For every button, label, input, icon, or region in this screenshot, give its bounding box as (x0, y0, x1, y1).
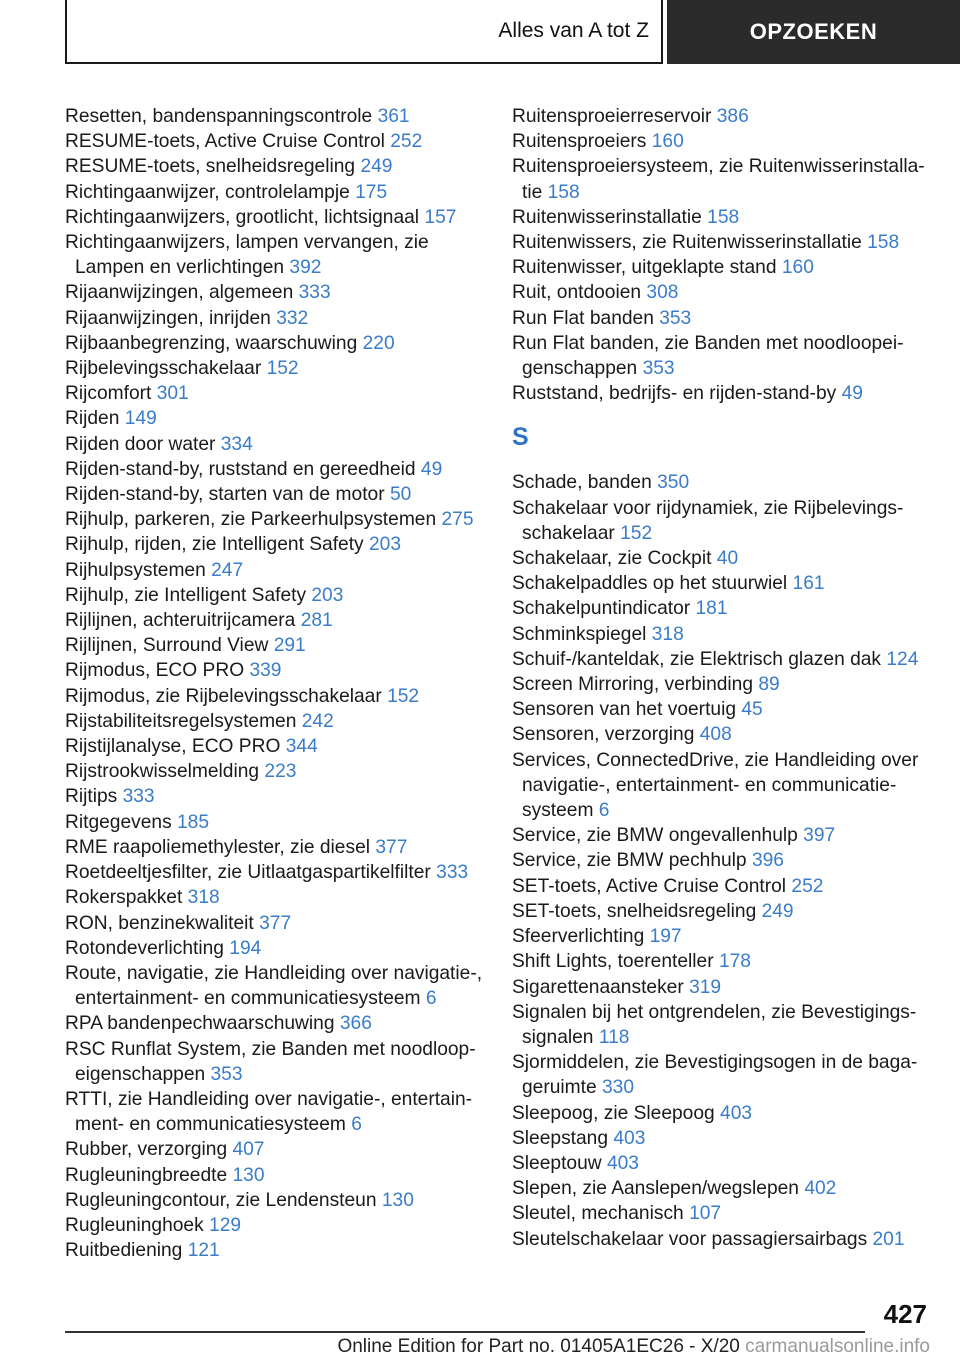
page-link[interactable]: 333 (298, 282, 331, 304)
index-entry (65, 885, 485, 910)
entry-text: Sensoren, verzorging (512, 724, 695, 746)
entry-text: Ruitenwisser, uitgeklapte stand (512, 257, 777, 279)
index-entry (512, 280, 932, 305)
index-entry (512, 647, 932, 672)
entry-text: Schuif-/kanteldak, zie Elektrisch glazen dak (512, 648, 882, 670)
entry-text: Sleepoog, zie Sleepoog (512, 1102, 715, 1124)
footer (337, 1336, 930, 1358)
entry-text: Rijstrookwisselmelding (65, 761, 260, 783)
index-entry (65, 1163, 485, 1188)
page-link[interactable]: 49 (420, 458, 443, 480)
index-column-left (65, 104, 485, 1263)
entry-text: Rijmodus, zie Rijbelevingsschakelaar (65, 685, 382, 707)
entry-text: Ruit, ontdooien (512, 282, 642, 304)
index-entry (512, 571, 932, 596)
entry-text: Rokerspakket (65, 887, 183, 909)
page-link[interactable]: 249 (360, 156, 393, 178)
entry-text: Ruitenwisserinstallatie (512, 206, 702, 228)
entry-text: Rijden (65, 408, 120, 430)
section-tab[interactable]: Alles van A tot Z (65, 0, 663, 64)
page-link[interactable]: 50 (389, 484, 412, 506)
index-entry (512, 154, 932, 204)
index-entry (512, 306, 932, 331)
index-entry (512, 1201, 932, 1226)
index-entry (65, 381, 485, 406)
entry-text: Schakelpaddles op het stuurwiel (512, 573, 788, 595)
index-entry (65, 129, 485, 154)
page-link[interactable]: 121 (187, 1240, 220, 1262)
index-entry (65, 280, 485, 305)
page-link[interactable]: 403 (613, 1127, 646, 1149)
index-entry (512, 722, 932, 747)
page-link[interactable]: 185 (177, 811, 210, 833)
index-entry (65, 306, 485, 331)
entry-text: Slepen, zie Aanslepen/wegslepen (512, 1178, 799, 1200)
index-entry (512, 823, 932, 848)
entry-text: Ruststand, bedrijfs- en rijden-stand-by (512, 383, 837, 405)
page-link[interactable]: 392 (289, 257, 322, 279)
index-entry (65, 810, 485, 835)
entry-text: Rijstijlanalyse, ECO PRO (65, 736, 281, 758)
index-entry (65, 936, 485, 961)
page-link[interactable]: 152 (387, 685, 420, 707)
index-entry (65, 406, 485, 431)
page-link[interactable]: 157 (424, 206, 457, 228)
page-link[interactable]: 301 (156, 383, 189, 405)
page-link[interactable]: 6 (425, 988, 437, 1010)
page-link[interactable]: 402 (804, 1178, 837, 1200)
index-entry (512, 975, 932, 1000)
entry-text: Route, navigatie, zie Handleiding over navigatie-, entertainment- en communicatiesysteem (65, 962, 483, 1010)
page-link[interactable]: 353 (642, 358, 675, 380)
index-entry (65, 835, 485, 860)
index-entry (65, 432, 485, 457)
index-entry (512, 622, 932, 647)
index-entry (512, 1227, 932, 1252)
entry-text: Service, zie BMW pechhulp (512, 850, 747, 872)
entry-text: Rijhulpsystemen (65, 559, 206, 581)
entry-text: Rijtips (65, 786, 118, 808)
entry-text: Ritgegevens (65, 811, 172, 833)
index-entry (65, 331, 485, 356)
entry-text: Rijlijnen, Surround View (65, 635, 269, 657)
page-link[interactable]: 45 (741, 699, 763, 721)
index-entry (512, 104, 932, 129)
page-link[interactable]: 158 (707, 206, 740, 228)
entry-text: Rijden-stand-by, starten van de motor (65, 484, 385, 506)
page-link[interactable]: 6 (598, 800, 610, 822)
index-entry (65, 356, 485, 381)
entry-text: Ruitensproeierreservoir (512, 106, 712, 127)
page-link[interactable]: 203 (368, 534, 401, 556)
page-link[interactable]: 89 (758, 674, 780, 696)
index-group-r (512, 104, 932, 406)
entry-text: Schakelaar voor rijdynamiek, zie Rijbelevings-schakelaar (512, 497, 904, 544)
index-entry (512, 496, 932, 546)
index-entry (65, 1213, 485, 1238)
page-link[interactable]: 397 (803, 825, 836, 847)
page-link[interactable]: 130 (381, 1189, 414, 1211)
index-entry (512, 129, 932, 154)
page-link[interactable]: 318 (651, 623, 684, 645)
page-link[interactable]: 319 (689, 976, 722, 998)
index-entry (512, 899, 932, 924)
page-link[interactable]: 334 (220, 433, 253, 455)
entry-text: RTTI, zie Handleiding over navigatie-, entertain-ment- en communicatiesysteem (65, 1088, 473, 1136)
page-link[interactable]: 330 (602, 1077, 635, 1099)
page-link[interactable]: 353 (210, 1063, 243, 1085)
footer-divider (65, 1331, 865, 1333)
entry-text: Rijden door water (65, 433, 216, 455)
entry-text: RON, benzinekwaliteit (65, 912, 254, 934)
index-entry (65, 709, 485, 734)
index-entry (65, 558, 485, 583)
page-link[interactable]: 178 (718, 951, 751, 973)
page-link[interactable]: 339 (249, 660, 282, 682)
index-entry (65, 1011, 485, 1036)
entry-text: Ruitbediening (65, 1240, 183, 1262)
page-link[interactable]: 118 (598, 1026, 630, 1048)
entry-text: Signalen bij het ontgrendelen, zie Bevestigings-signalen (512, 1001, 917, 1048)
page-link[interactable]: 281 (300, 610, 333, 632)
page-link[interactable]: 407 (232, 1139, 265, 1161)
index-entry (65, 658, 485, 683)
index-entry (65, 205, 485, 230)
index-entry (65, 684, 485, 709)
index-entry (512, 381, 932, 406)
section-letter-s: S (512, 423, 529, 452)
entry-text: Schakelpuntindicator (512, 598, 691, 620)
entry-text: Rijden-stand-by, ruststand en gereedheid (65, 458, 416, 480)
page-link[interactable]: 107 (689, 1203, 722, 1225)
entry-text: RPA bandenpechwaarschuwing (65, 1013, 335, 1035)
entry-text: Roetdeeltjesfilter, zie Uitlaatgaspartikelfilter (65, 862, 431, 884)
entry-text: Rugleuninghoek (65, 1214, 204, 1236)
page-link[interactable]: 332 (276, 307, 309, 329)
page-link[interactable]: 223 (264, 761, 297, 783)
entry-text: Rijhulp, zie Intelligent Safety (65, 584, 307, 606)
index-entry (512, 546, 932, 571)
index-entry (512, 874, 932, 899)
page-link[interactable]: 220 (362, 332, 395, 354)
entry-text: Screen Mirroring, verbinding (512, 674, 754, 696)
index-entry (65, 104, 485, 129)
page-link[interactable]: 194 (229, 937, 262, 959)
entry-text: Schade, banden (512, 472, 652, 494)
entry-text: Sleeptouw (512, 1152, 602, 1174)
entry-text: Rijaanwijzingen, inrijden (65, 307, 271, 329)
page-link[interactable]: 181 (695, 598, 728, 620)
index-entry (65, 608, 485, 633)
page-link[interactable]: 247 (211, 559, 244, 581)
entry-text: Run Flat banden (512, 307, 654, 329)
index-entry (65, 482, 485, 507)
index-entry (512, 949, 932, 974)
entry-text: Richtingaanwijzers, grootlicht, lichtsignaal (65, 206, 420, 228)
page-link[interactable]: 6 (351, 1114, 362, 1136)
entry-text: Ruitenwissers, zie Ruitenwisserinstallatie (512, 232, 862, 254)
index-entry (512, 1101, 932, 1126)
entry-text: SET-toets, snelheidsregeling (512, 900, 757, 922)
index-entry (512, 1050, 932, 1100)
page-link[interactable]: 252 (791, 875, 824, 897)
page-link[interactable]: 149 (124, 408, 157, 430)
page-link[interactable]: 152 (266, 358, 299, 380)
entry-text: Rugleuningbreedte (65, 1164, 228, 1186)
entry-text: Rugleuningcontour, zie Lendensteun (65, 1189, 377, 1211)
page-link[interactable]: 275 (441, 509, 474, 531)
entry-text: Rijmodus, ECO PRO (65, 660, 245, 682)
page-link[interactable]: 366 (339, 1013, 372, 1035)
index-entry (512, 596, 932, 621)
entry-text: Sfeerverlichting (512, 926, 645, 948)
index-entry (65, 1087, 485, 1137)
entry-text: Rijhulp, parkeren, zie Parkeerhulpsystemen (65, 509, 437, 531)
entry-text: Rotondeverlichting (65, 937, 224, 959)
entry-text: Sensoren van het voertuig (512, 699, 737, 721)
index-entry (512, 331, 932, 381)
page-link[interactable]: 408 (699, 724, 732, 746)
page-link[interactable]: 333 (122, 786, 155, 808)
entry-text: Richtingaanwijzers, lampen vervangen, zie Lampen en verlichtingen (65, 232, 429, 279)
opzoeken-tab[interactable]: OPZOEKEN (667, 0, 960, 64)
page-number: 427 (883, 1299, 927, 1329)
page-link[interactable]: 158 (547, 181, 580, 203)
page-link[interactable]: 318 (187, 887, 220, 909)
entry-text: Rijcomfort (65, 383, 152, 405)
entry-text: Sleutelschakelaar voor passagiersairbags (512, 1228, 868, 1250)
page-link[interactable]: 129 (209, 1214, 242, 1236)
index-entry (65, 1238, 485, 1263)
page-link[interactable]: 249 (761, 900, 794, 922)
page-link[interactable]: 242 (301, 710, 334, 732)
index-entry (65, 860, 485, 885)
entry-text: Schakelaar, zie Cockpit (512, 548, 712, 570)
page-link[interactable]: 130 (232, 1164, 265, 1186)
index-entry (512, 1176, 932, 1201)
index-entry (65, 1137, 485, 1162)
entry-text: Rijaanwijzingen, algemeen (65, 282, 294, 304)
page-link[interactable]: 203 (311, 584, 344, 606)
index-entry (65, 759, 485, 784)
page-link[interactable]: 333 (436, 862, 469, 884)
entry-text: Sjormiddelen, zie Bevestigingsogen in de baga-geruimte (512, 1052, 918, 1099)
entry-text: RESUME-toets, Active Cruise Control (65, 131, 385, 153)
page-link[interactable]: 152 (620, 522, 653, 544)
page-link[interactable]: 386 (716, 106, 749, 127)
index-entry (512, 1151, 932, 1176)
page-link[interactable]: 124 (886, 648, 919, 670)
index-entry (65, 507, 485, 532)
index-entry (512, 205, 932, 230)
entry-text: RME raapoliemethylester, zie diesel (65, 836, 371, 858)
entry-text: Services, ConnectedDrive, zie Handleiding over navigatie-, entertainment- en communicatie-systeem (512, 749, 919, 822)
entry-text: Rijstabiliteitsregelsystemen (65, 710, 297, 732)
entry-text: Sleepstang (512, 1127, 609, 1149)
edition-text: Online Edition for Part no. 01405A1EC26 - X/20 (337, 1336, 740, 1357)
index-entry (512, 697, 932, 722)
entry-text: Rubber, verzorging (65, 1139, 228, 1161)
entry-text: Sigarettenaansteker (512, 976, 684, 998)
entry-text: Schminkspiegel (512, 623, 647, 645)
index-entry (65, 1037, 485, 1087)
entry-text: SET-toets, Active Cruise Control (512, 875, 787, 897)
entry-text: Run Flat banden, zie Banden met noodloopei-genschappen (512, 332, 904, 380)
page-link[interactable]: 361 (377, 106, 410, 127)
page-link[interactable]: 197 (649, 926, 682, 948)
index-entry (512, 848, 932, 873)
index-entry (65, 583, 485, 608)
page-link[interactable]: 403 (606, 1152, 639, 1174)
page-link[interactable]: 350 (657, 472, 690, 494)
index-entry (65, 633, 485, 658)
entry-text: Service, zie BMW ongevallenhulp (512, 825, 798, 847)
entry-text: Rijlijnen, achteruitrijcamera (65, 610, 296, 632)
page-link[interactable]: 160 (781, 257, 814, 279)
entry-text: Ruitensproeiers (512, 131, 647, 153)
index-entry (512, 470, 932, 495)
index-entry (65, 911, 485, 936)
entry-text: Ruitensproeiersysteem, zie Ruitenwisserinstalla-tie (512, 156, 925, 203)
index-entry (65, 457, 485, 482)
page-link[interactable]: 344 (285, 736, 318, 758)
entry-text: RSC Runflat System, zie Banden met noodloop-eigenschappen (65, 1038, 476, 1085)
page-link[interactable]: 291 (273, 635, 306, 657)
entry-text: Shift Lights, toerenteller (512, 951, 714, 973)
header-tabs (65, 0, 960, 66)
index-entry (512, 924, 932, 949)
index-entry (512, 672, 932, 697)
entry-text: Resetten, bandenspanningscontrole (65, 106, 373, 127)
index-entry (65, 1188, 485, 1213)
index-group-s (512, 470, 932, 1251)
entry-text: Rijbaanbegrenzing, waarschuwing (65, 332, 358, 354)
page-link[interactable]: 252 (390, 131, 423, 153)
entry-text: Sleutel, mechanisch (512, 1203, 684, 1225)
page-link[interactable]: 377 (375, 836, 408, 858)
page-link[interactable]: 160 (651, 131, 684, 153)
entry-text: Richtingaanwijzer, controlelampje (65, 181, 350, 203)
index-entry (512, 748, 932, 824)
page-link[interactable]: 308 (646, 282, 679, 304)
page-link[interactable]: 49 (841, 383, 863, 405)
entry-text: Rijhulp, rijden, zie Intelligent Safety (65, 534, 364, 556)
index-entry (512, 230, 932, 255)
page-link[interactable]: 201 (872, 1228, 905, 1250)
watermark-logo: carmanualsonline.info (745, 1336, 930, 1357)
entry-text: Rijbelevingsschakelaar (65, 358, 262, 380)
index-entry (512, 255, 932, 280)
page-link[interactable]: 396 (751, 850, 784, 872)
index-entry (65, 532, 485, 557)
page-link[interactable]: 353 (659, 307, 692, 329)
index-entry (65, 734, 485, 759)
page-link[interactable]: 158 (867, 232, 900, 254)
index-entry (512, 1126, 932, 1151)
index-entry (65, 961, 485, 1011)
page-link[interactable]: 40 (716, 548, 739, 570)
page-link[interactable]: 377 (259, 912, 292, 934)
page-link[interactable]: 403 (720, 1102, 753, 1124)
index-entry (65, 784, 485, 809)
index-entry (65, 154, 485, 179)
index-entry (512, 1000, 932, 1050)
index-entry (65, 230, 485, 280)
index-entry (65, 180, 485, 205)
index-column-right (512, 104, 932, 1252)
page-link[interactable]: 161 (792, 573, 825, 595)
page-link[interactable]: 175 (355, 181, 388, 203)
entry-text: RESUME-toets, snelheidsregeling (65, 156, 356, 178)
